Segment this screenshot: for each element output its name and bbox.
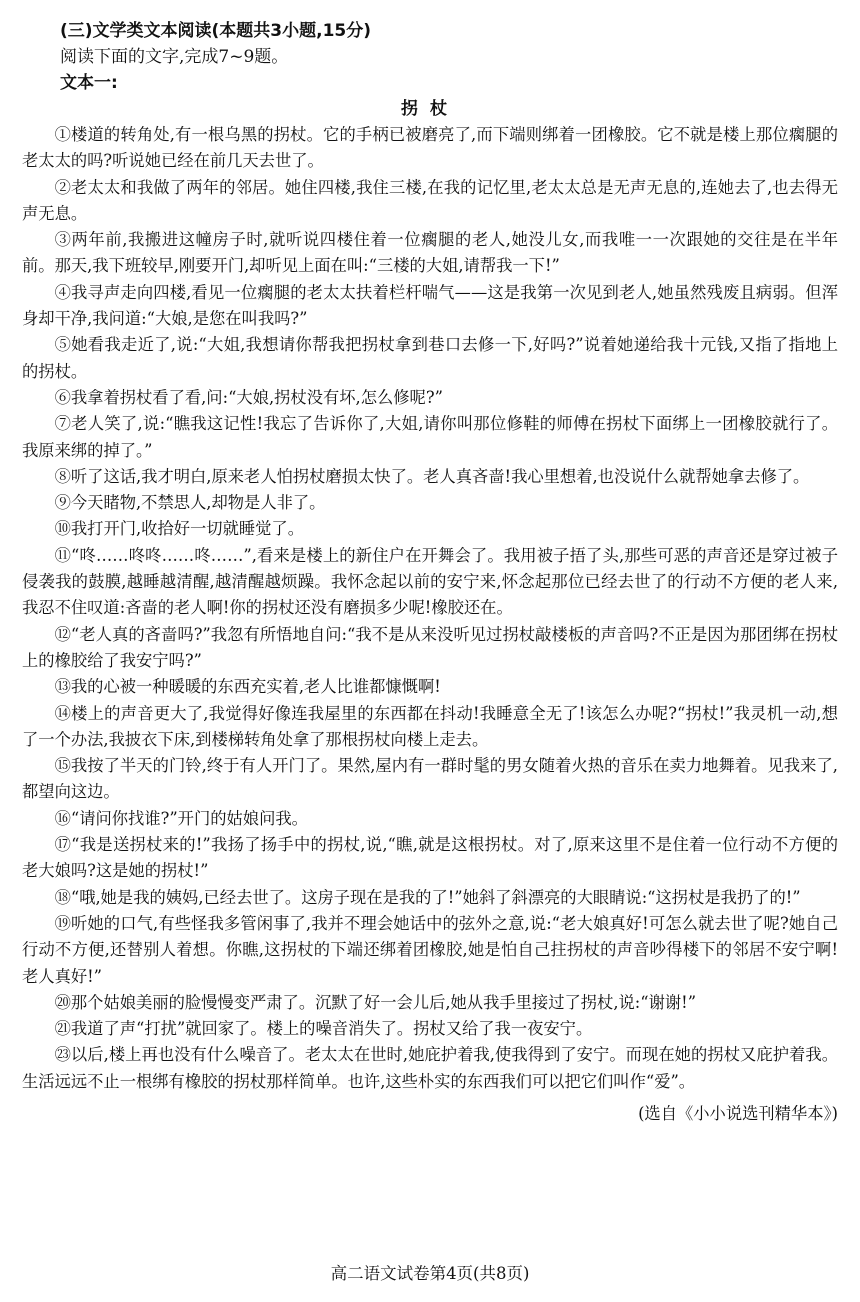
paragraph-15: ⑮我按了半天的门铃,终于有人开门了。果然,屋内有一群时髦的男女随着火热的音乐在卖力地舞着。见我来了,都望向这边。 — [22, 756, 838, 802]
paragraph-18: ⑱“哦,她是我的姨妈,已经去世了。这房子现在是我的了!”她斜了斜漂亮的大眼睛说:“这拐杖是我扔了的!” — [54, 887, 801, 907]
reading-instruction: 阅读下面的文字,完成7~9题。 — [60, 47, 289, 67]
paragraph-5: ⑤她看我走近了,说:“大姐,我想请你帮我把拐杖拿到巷口去修一下,好吗?”说着她递给我十元钱,又指了指地上的拐杖。 — [22, 335, 838, 381]
paragraph-19: ⑲听她的口气,有些怪我多管闲事了,我并不理会她话中的弦外之意,说:“老大娘真好!可怎么就去世了呢?她自己行动不方便,还替别人着想。你瞧,这拐杖的下端还绑着团橡胶,她是怕自己拄拐杖的声音吵得楼下的邻居不安宁啊!老人真好!” — [22, 913, 838, 986]
paragraph-7: ⑦老人笑了,说:“瞧我这记性!我忘了告诉你了,大姐,请你叫那位修鞋的师傅在拐杖下面绑上一团橡胶就行了。我原来绑的掉了。” — [22, 414, 838, 460]
paragraph-8: ⑧听了这话,我才明白,原来老人怕拐杖磨损太快了。老人真吝啬!我心里想着,也没说什么就帮她拿去修了。 — [54, 466, 810, 486]
paragraph-9: ⑨今天睹物,不禁思人,却物是人非了。 — [54, 493, 326, 513]
paragraph-21: ㉑我道了声“打扰”就回家了。楼上的噪音消失了。拐杖又给了我一夜安宁。 — [54, 1019, 593, 1039]
paragraph-6: ⑥我拿着拐杖看了看,问:“大娘,拐杖没有坏,怎么修呢?” — [54, 387, 443, 407]
paragraph-4: ④我寻声走向四楼,看见一位瘸腿的老太太扶着栏杆喘气——这是我第一次见到老人,她虽然残废且病弱。但浑身却干净,我问道:“大娘,是您在叫我吗?” — [22, 282, 838, 329]
paragraph-16: ⑯“请问你找谁?”开门的姑娘问我。 — [54, 808, 308, 828]
paragraph-10: ⑩我打开门,收拾好一切就睡觉了。 — [54, 519, 304, 539]
paragraph-17: ⑰“我是送拐杖来的!”我扬了扬手中的拐杖,说,“瞧,就是这根拐杖。对了,原来这里不是住着一位行动不方便的老大娘吗?这是她的拐杖!” — [22, 835, 838, 881]
paragraph-11: ⑪“咚……咚咚……咚……”,看来是楼上的新住户在开舞会了。我用被子捂了头,那些可恶的声音还是穿过被子侵袭我的鼓膜,越睡越清醒,越清醒越烦躁。我怀念起以前的安宁来,怀念起那位已经去世了的行动不方便的老人来,我忍不住叹道:吝啬的老人啊!你的拐杖还没有磨损多少呢!橡胶还在。 — [22, 545, 838, 618]
story-source: (选自《小小说选刊精华本》) — [638, 1103, 838, 1123]
paragraph-12: ⑫“老人真的吝啬吗?”我忽有所悟地自问:“我不是从来没听见过拐杖敲楼板的声音吗?不正是因为那团绑在拐杖上的橡胶给了我安宁吗?” — [22, 624, 838, 670]
text-one-label: 文本一: — [60, 73, 118, 93]
paragraph-13: ⑬我的心被一种暖暖的东西充实着,老人比谁都慷慨啊! — [54, 677, 441, 697]
paragraph-2: ②老太太和我做了两年的邻居。她住四楼,我住三楼,在我的记忆里,老太太总是无声无息的,连她去了,也去得无声无息。 — [22, 177, 838, 223]
paragraph-3: ③两年前,我搬进这幢房子时,就听说四楼住着一位瘸腿的老人,她没儿女,而我唯一一次跟她的交往是在半年前。那天,我下班较早,刚要开门,却听见上面在叫:“三楼的大姐,请帮我一下!” — [22, 230, 838, 276]
section-heading: (三)文学类文本阅读(本题共3小题,15分) — [60, 21, 372, 41]
page-footer: 高二语文试卷第4页(共8页) — [330, 1264, 530, 1283]
paragraph-14: ⑭楼上的声音更大了,我觉得好像连我屋里的东西都在抖动!我睡意全无了!该怎么办呢?“拐杖!”我灵机一动,想了一个办法,我披衣下床,到楼梯转角处拿了那根拐杖向楼上走去。 — [22, 703, 838, 749]
paragraph-23: ㉓以后,楼上再也没有什么噪音了。老太太在世时,她庇护着我,使我得到了安宁。而现在她的拐杖又庇护着我。生活远远不止一根绑有橡胶的拐杖那样简单。也许,这些朴实的东西我们可以把它们叫作“爱”。 — [22, 1045, 838, 1091]
paragraph-20: ⑳那个姑娘美丽的脸慢慢变严肃了。沉默了好一会儿后,她从我手里接过了拐杖,说:“谢谢!” — [54, 992, 697, 1012]
story-body — [22, 122, 838, 1095]
story-title: 拐杖 — [401, 99, 459, 119]
paragraph-1: ①楼道的转角处,有一根乌黑的拐杖。它的手柄已被磨亮了,而下端则绑着一团橡胶。它不就是楼上那位瘸腿的老太太的吗?听说她已经在前几天去世了。 — [22, 125, 838, 171]
